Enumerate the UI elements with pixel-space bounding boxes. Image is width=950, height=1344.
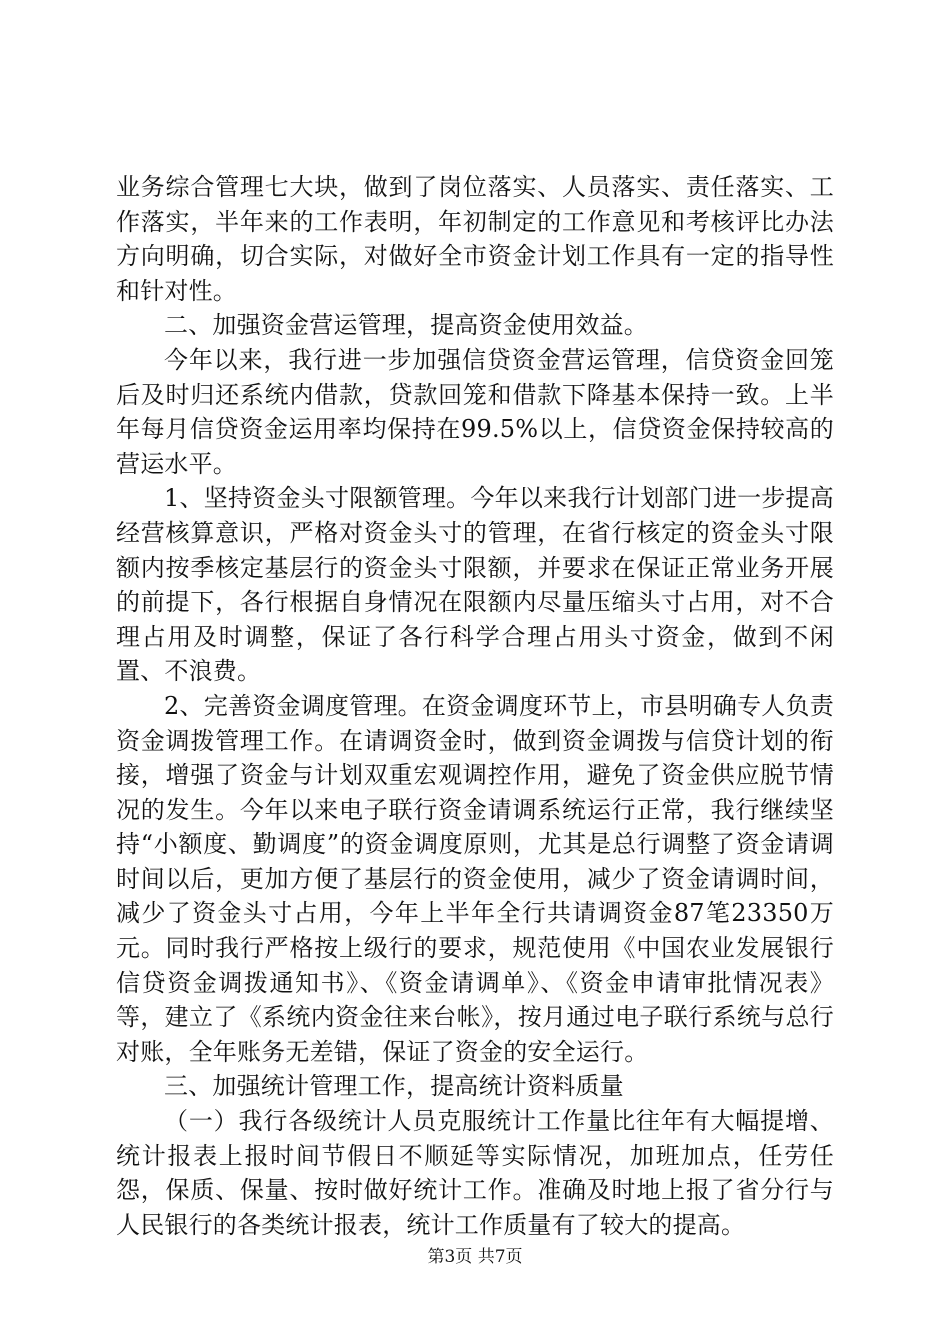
- section-heading-3: 三、加强统计管理工作，提高统计资料质量: [164, 1072, 624, 1101]
- section-heading-2: 二、加强资金营运管理，提高资金使用效益。: [164, 311, 648, 340]
- paragraph-position-limit: 1、坚持资金头寸限额管理。今年以来我行计划部门进一步提高经营核算意识，严格对资金头寸的管理，在省行核定的资金头寸限额内按季核定基层行的资金头寸限额，并要求在保证正常业务开展的前提下，各行根据自身情况在限额内尽量压缩头寸占用，对不合理占用及时调整，保证了各行科学合理占用头寸资金，做到不闲置、不浪费。: [116, 484, 834, 686]
- paragraph-capital-operation: 今年以来，我行进一步加强信贷资金营运管理，信贷资金回笼后及时归还系统内借款，贷款回笼和借款下降基本保持一致。上半年每月信贷资金运用率均保持在99.5%以上，信贷资金保持较高的营运水平。: [116, 345, 834, 478]
- paragraph-continuation: 业务综合管理七大块，做到了岗位落实、人员落实、责任落实、工作落实，半年来的工作表明，年初制定的工作意见和考核评比办法方向明确，切合实际，对做好全市资金计划工作具有一定的指导性和针对性。: [116, 173, 834, 305]
- page-footer: [0, 1247, 950, 1267]
- paragraph-statistics: （一）我行各级统计人员克服统计工作量比往年有大幅提增、统计报表上报时间节假日不顺延等实际情况，加班加点，任劳任怨，保质、保量、按时做好统计工作。准确及时地上报了省分行与人民银行的各类统计报表，统计工作质量有了较大的提高。: [116, 1107, 834, 1239]
- page-number: 第3页 共7页: [427, 1247, 523, 1267]
- paragraph-fund-dispatch: 2、完善资金调度管理。在资金调度环节上，市县明确专人负责资金调拨管理工作。在请调资金时，做到资金调拨与信贷计划的衔接，增强了资金与计划双重宏观调控作用，避免了资金供应脱节情况的发生。今年以来电子联行资金请调系统运行正常，我行继续坚持“小额度、勤调度”的资金调度原则，尤其是总行调整了资金请调时间以后，更加方便了基层行的资金使用，减少了资金请调时间，减少了资金头寸占用，今年上半年全行共请调资金87笔23350万元。同时我行严格按上级行的要求，规范使用《中国农业发展银行信贷资金调拨通知书》、《资金请调单》、《资金申请审批情况表》等，建立了《系统内资金往来台帐》，按月通过电子联行系统与总行对账，全年账务无差错，保证了资金的安全运行。: [116, 691, 834, 1066]
- document-body: [116, 170, 834, 1242]
